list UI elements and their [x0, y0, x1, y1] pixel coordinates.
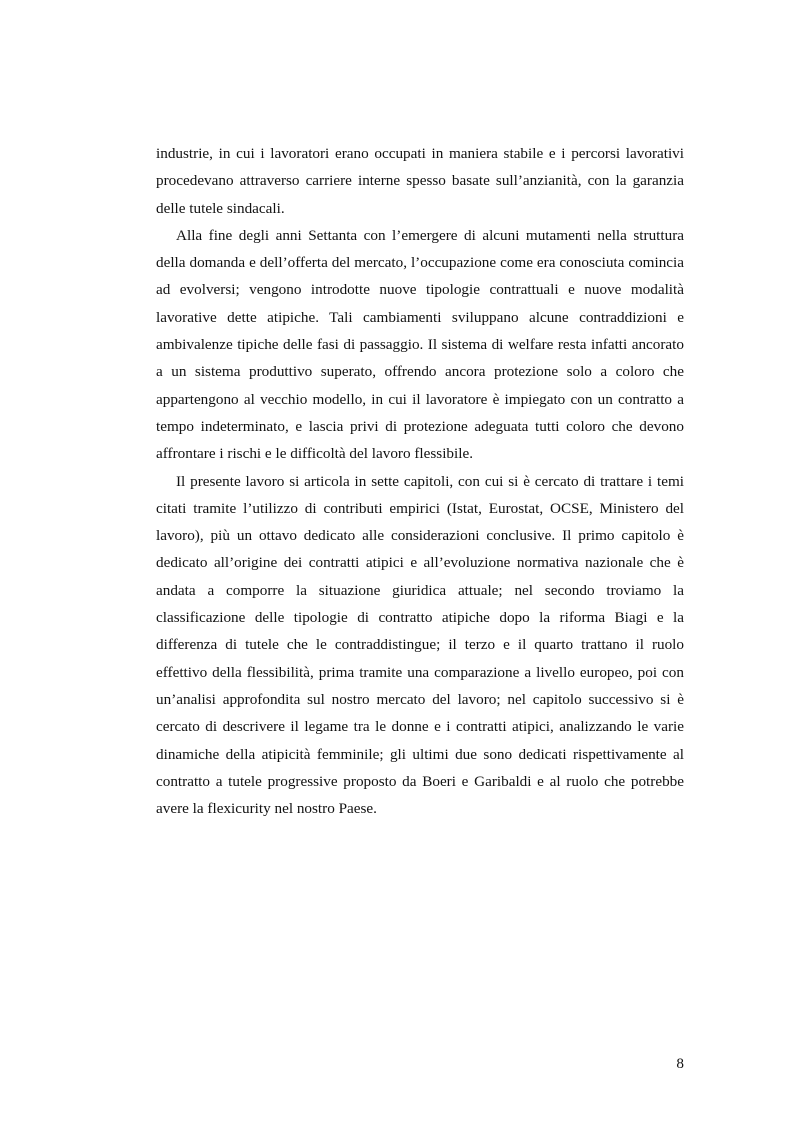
paragraph-continuation: industrie, in cui i lavoratori erano occupati in maniera stabile e i percorsi lavorativi procedevano attraverso carriere interne spesso basate sull’anzianità, con la garanzia delle tutele sindacali. — [156, 145, 684, 217]
paragraph-welfare-changes: Alla fine degli anni Settanta con l’emergere di alcuni mutamenti nella struttura della domanda e dell’offerta del mercato, l’occupazione come era conosciuta comincia ad evolversi; vengono introdotte nuove tipologie contrattuali e nuove modalità lavorative dette atipiche. Tali cambiamenti sviluppano alcune contraddizioni e ambivalenze tipiche delle fasi di passaggio. Il sistema di welfare resta infatti ancorato a un sistema produttivo superato, offrendo ancora protezione solo a coloro che appartengono al vecchio modello, in cui il lavoratore è impiegato con un contratto a tempo indeterminato, e lascia privi di protezione adeguata tutti coloro che devono affrontare i rischi e le difficoltà del lavoro flessibile. — [156, 226, 684, 463]
page-number: 8 — [676, 1055, 684, 1072]
page-body-text — [156, 140, 684, 822]
paragraph-chapter-outline: Il presente lavoro si articola in sette capitoli, con cui si è cercato di trattare i temi citati tramite l’utilizzo di contributi empirici (Istat, Eurostat, OCSE, Ministero del lavoro), più un ottavo dedicato alle considerazioni conclusive. Il primo capitolo è dedicato all’origine dei contratti atipici e all’evoluzione normativa nazionale che è andata a comporre la situazione giuridica attuale; nel secondo troviamo la classificazione delle tipologie di contratto atipiche dopo la riforma Biagi e la differenza di tutele che le contraddistingue; il terzo e il quarto trattano il ruolo effettivo della flessibilità, prima tramite una comparazione a livello europeo, poi con un’analisi approfondita sul nostro mercato del lavoro; nel capitolo successivo si è cercato di descrivere il legame tra le donne e i contratti atipici, analizzando le varie dinamiche della atipicità femminile; gli ultimi due sono dedicati rispettivamente al contratto a tutele progressive proposto da Boeri e Garibaldi e al ruolo che potrebbe avere la flexicurity nel nostro Paese. — [156, 472, 684, 818]
